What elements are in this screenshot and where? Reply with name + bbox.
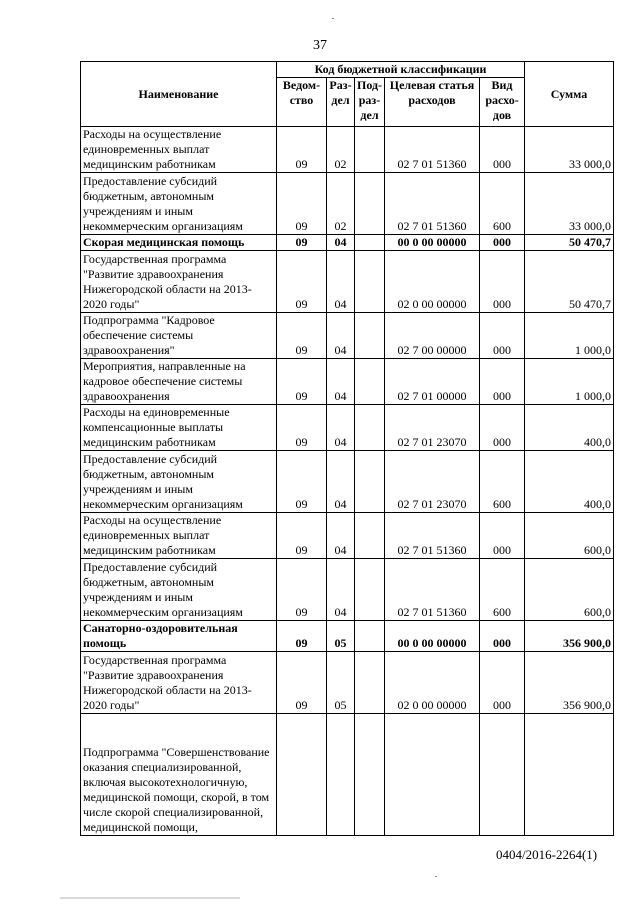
- row-podrazdel: [355, 127, 385, 173]
- table-row: [81, 513, 614, 559]
- row-vedomstvo: 09: [277, 173, 327, 235]
- row-razdel: 04: [327, 251, 355, 313]
- row-vedomstvo: 09: [277, 127, 327, 173]
- row-podrazdel: [355, 235, 385, 251]
- row-expense-type: 600: [480, 559, 525, 621]
- header-razdel: Раз-дел: [327, 78, 355, 127]
- row-expense-type: [480, 714, 525, 836]
- table-row: [81, 559, 614, 621]
- table-row: [81, 251, 614, 313]
- row-sum: 50 470,7: [525, 235, 614, 251]
- document-number: 0404/2016-2264(1): [496, 847, 598, 862]
- header-podrazdel: Под-раз-дел: [355, 78, 385, 127]
- table-row: [81, 235, 614, 251]
- row-razdel: [327, 714, 355, 836]
- row-expense-type: 000: [480, 405, 525, 451]
- row-expense-type: 000: [480, 251, 525, 313]
- row-name: Подпрограмма "Кадровое обеспечение системы здравоохранения": [81, 313, 277, 359]
- row-podrazdel: [355, 359, 385, 405]
- row-sum: 33 000,0: [525, 127, 614, 173]
- row-name: Государственная программа "Развитие здравоохранения Нижегородской области на 2013-2020 годы": [81, 251, 277, 313]
- row-target: 02 7 01 51360: [385, 559, 480, 621]
- row-razdel: 02: [327, 127, 355, 173]
- row-target: 02 7 01 51360: [385, 513, 480, 559]
- row-podrazdel: [355, 559, 385, 621]
- row-sum: 600,0: [525, 513, 614, 559]
- row-target: 02 7 01 23070: [385, 405, 480, 451]
- row-sum: 356 900,0: [525, 621, 614, 652]
- row-vedomstvo: 09: [277, 559, 327, 621]
- header-code-group: Код бюджетной классификации: [277, 62, 525, 78]
- row-sum: 600,0: [525, 559, 614, 621]
- row-razdel: 04: [327, 451, 355, 513]
- table-row: [81, 714, 614, 836]
- row-razdel: 04: [327, 513, 355, 559]
- row-expense-type: 600: [480, 451, 525, 513]
- row-vedomstvo: 09: [277, 621, 327, 652]
- row-expense-type: 000: [480, 235, 525, 251]
- page-number: 37: [313, 38, 327, 53]
- table-row: [81, 652, 614, 714]
- row-sum: 50 470,7: [525, 251, 614, 313]
- row-target: 02 7 01 23070: [385, 451, 480, 513]
- row-podrazdel: [355, 173, 385, 235]
- row-expense-type: 000: [480, 652, 525, 714]
- row-name: Подпрограмма "Совершенствование оказания специализированной, включая высокотехнологичную, медицинской помощи, скорой, в том числе скорой специализированной, медицинской помощи,: [81, 714, 277, 836]
- row-expense-type: 000: [480, 127, 525, 173]
- row-razdel: 04: [327, 235, 355, 251]
- row-target: 02 7 01 00000: [385, 359, 480, 405]
- row-razdel: 04: [327, 313, 355, 359]
- row-vedomstvo: 09: [277, 359, 327, 405]
- row-sum: 400,0: [525, 405, 614, 451]
- row-name: Расходы на единовременные компенсационные выплаты медицинским работникам: [81, 405, 277, 451]
- row-podrazdel: [355, 405, 385, 451]
- row-vedomstvo: 09: [277, 513, 327, 559]
- row-expense-type: 000: [480, 513, 525, 559]
- row-podrazdel: [355, 313, 385, 359]
- row-sum: 1 000,0: [525, 359, 614, 405]
- row-razdel: 02: [327, 173, 355, 235]
- row-razdel: 04: [327, 359, 355, 405]
- row-target: 02 0 00 00000: [385, 652, 480, 714]
- row-vedomstvo: 09: [277, 235, 327, 251]
- row-vedomstvo: 09: [277, 652, 327, 714]
- row-podrazdel: [355, 513, 385, 559]
- row-target: 02 7 01 51360: [385, 173, 480, 235]
- scan-speck: [332, 18, 334, 19]
- header-expense-type: Вид расхо-дов: [480, 78, 525, 127]
- row-target: 02 0 00 00000: [385, 251, 480, 313]
- row-name: Государственная программа "Развитие здравоохранения Нижегородской области на 2013-2020 годы": [81, 652, 277, 714]
- row-sum: [525, 714, 614, 836]
- row-target: 02 7 00 00000: [385, 313, 480, 359]
- table-row: [81, 173, 614, 235]
- row-name: Предоставление субсидий бюджетным, автономным учреждениям и иным некоммерческим организациям: [81, 173, 277, 235]
- table-row: [81, 405, 614, 451]
- table-body: [81, 127, 614, 836]
- row-target: 00 0 00 00000: [385, 235, 480, 251]
- row-sum: 400,0: [525, 451, 614, 513]
- row-vedomstvo: 09: [277, 405, 327, 451]
- row-expense-type: 600: [480, 173, 525, 235]
- row-name: Скорая медицинская помощь: [81, 235, 277, 251]
- row-podrazdel: [355, 714, 385, 836]
- row-name: Расходы на осуществление единовременных выплат медицинским работникам: [81, 127, 277, 173]
- header-sum: Сумма: [525, 62, 614, 127]
- row-target: [385, 714, 480, 836]
- row-name: Санаторно-оздоровительная помощь: [81, 621, 277, 652]
- row-podrazdel: [355, 621, 385, 652]
- row-target: 02 7 01 51360: [385, 127, 480, 173]
- header-name: Наименование: [81, 62, 277, 127]
- row-name: Расходы на осуществление единовременных выплат медицинским работникам: [81, 513, 277, 559]
- row-expense-type: 000: [480, 359, 525, 405]
- row-vedomstvo: [277, 714, 327, 836]
- table-row: [81, 127, 614, 173]
- row-vedomstvo: 09: [277, 313, 327, 359]
- row-sum: 1 000,0: [525, 313, 614, 359]
- row-name: Мероприятия, направленные на кадровое обеспечение системы здравоохранения: [81, 359, 277, 405]
- row-podrazdel: [355, 652, 385, 714]
- table-row: [81, 451, 614, 513]
- table-row: [81, 621, 614, 652]
- row-expense-type: 000: [480, 313, 525, 359]
- row-podrazdel: [355, 251, 385, 313]
- row-name: Предоставление субсидий бюджетным, автономным учреждениям и иным некоммерческим организациям: [81, 559, 277, 621]
- row-expense-type: 000: [480, 621, 525, 652]
- row-razdel: 04: [327, 559, 355, 621]
- row-razdel: 05: [327, 652, 355, 714]
- row-name: Предоставление субсидий бюджетным, автономным учреждениям и иным некоммерческим организациям: [81, 451, 277, 513]
- budget-table: [80, 61, 614, 836]
- row-target: 00 0 00 00000: [385, 621, 480, 652]
- row-podrazdel: [355, 451, 385, 513]
- row-razdel: 04: [327, 405, 355, 451]
- row-vedomstvo: 09: [277, 251, 327, 313]
- scan-edge-line: [60, 897, 240, 899]
- row-sum: 356 900,0: [525, 652, 614, 714]
- table-row: [81, 313, 614, 359]
- header-vedomstvo: Ведом-ство: [277, 78, 327, 127]
- row-razdel: 05: [327, 621, 355, 652]
- row-vedomstvo: 09: [277, 451, 327, 513]
- row-sum: 33 000,0: [525, 173, 614, 235]
- header-target: Целевая статья расходов: [385, 78, 480, 127]
- scan-speck: [435, 876, 437, 877]
- table-row: [81, 359, 614, 405]
